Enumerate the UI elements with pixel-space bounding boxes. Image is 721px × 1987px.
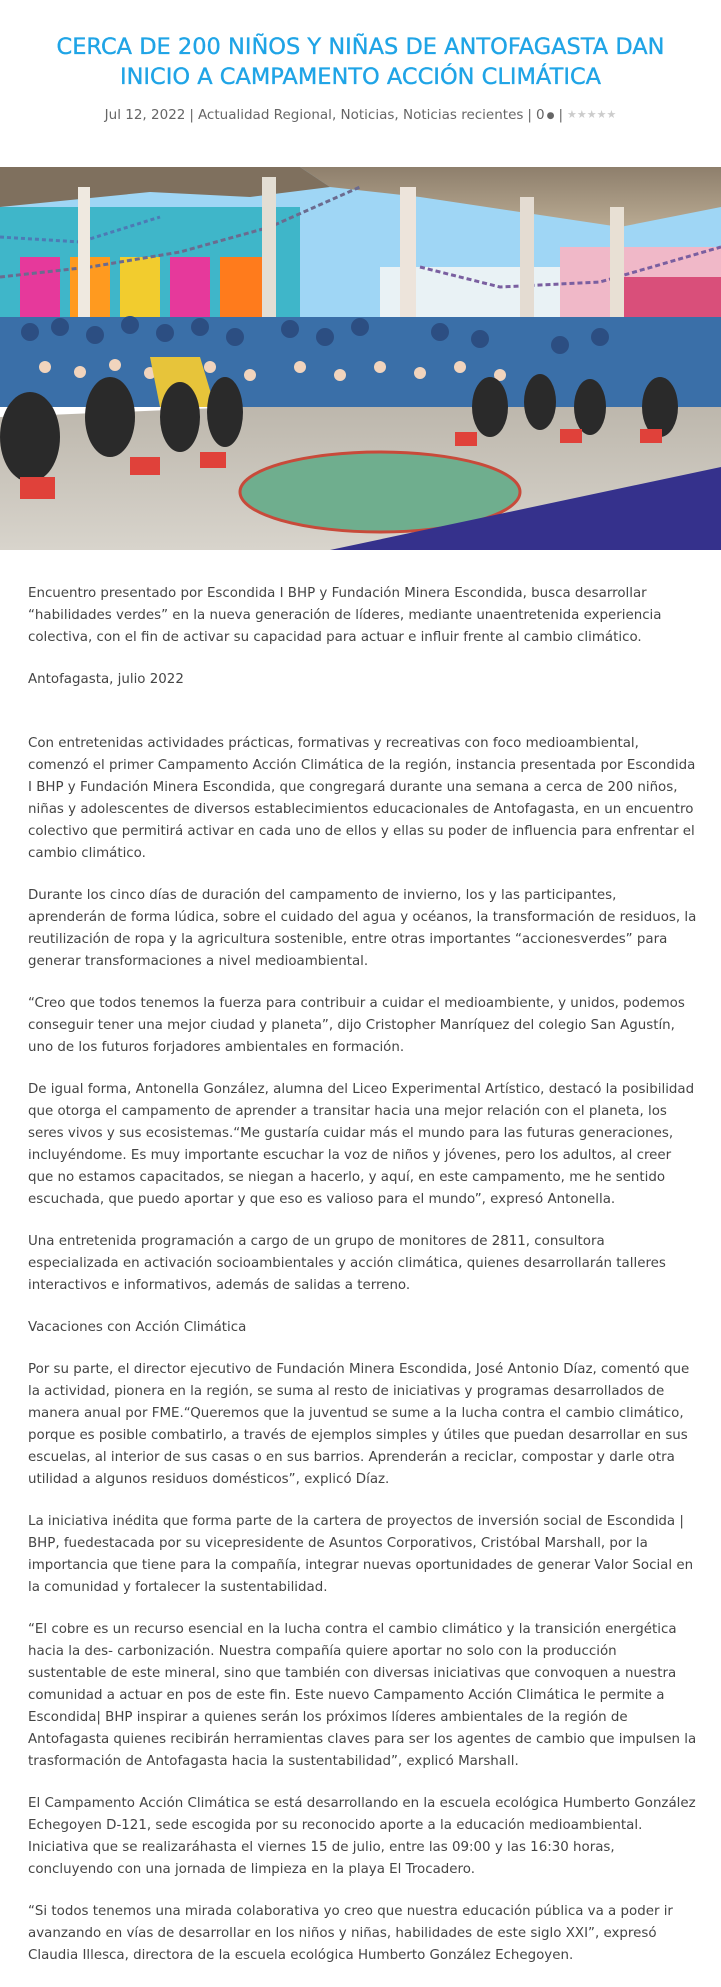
meta-separator: | xyxy=(558,107,563,123)
hero-photo-illustration xyxy=(0,167,721,550)
meta-separator: | xyxy=(527,107,532,123)
article-paragraph: Una entretenida programación a cargo de un grupo de monitores de 2811, consultora especializada en activación socioambientales y acción climática, quienes desarrollarán talleres interactivos e informativos, además de salidas a terreno. xyxy=(28,1234,666,1293)
category-link-noticias-recientes[interactable]: Noticias recientes xyxy=(403,107,524,123)
article-lead: Encuentro presentado por Escondida I BHP y Fundación Minera Escondida, busca desarrollar “habilidades verdes” en la nueva generación de líderes, mediante unaentretenida experiencia colectiva, con el fin de activar su capacidad para actuar e influir frente al cambio climático. xyxy=(28,586,662,645)
meta-separator: | xyxy=(189,107,194,123)
post-header xyxy=(0,0,721,126)
article-paragraph: Por su parte, el director ejecutivo de Fundación Minera Escondida, José Antonio Díaz, comentó que la actividad, pionera en la región, se suma al resto de iniciativas y programas desarrollados de manera anual por FME.“Queremos que la juventud se sume a la lucha contra el cambio climático, porque es posible combatirlo, a través de ejemplos simples y útiles que puedan desarrollar en sus escuelas, al interior de sus casas o en sus barrios. Aprenderán a reciclar, compostar y darle otra utilidad a algunos residuos domésticos”, explicó Díaz. xyxy=(28,1362,690,1487)
article-paragraph: Con entretenidas actividades prácticas, formativas y recreativas con foco medioambiental, comenzó el primer Campamento Acción Climática de la región, instancia presentada por Escondida I BHP y Fundación Minera Escondida, que congregará durante una semana a cerca de 200 niños, niñas y adolescentes de diversos establecimientos educacionales de Antofagasta, en un encuentro colectivo que permitirá activar en cada uno de ellos y ellas su poder de influencia para enfrentar el cambio climático. xyxy=(28,736,696,861)
article-paragraph: “El cobre es un recurso esencial en la lucha contra el cambio climático y la transición energética hacia la des- carbonización. Nuestra compañía quiere aportar no solo con la producción sustentable de este mineral, sino que también con diversas iniciativas que convoquen a nuestra comunidad a actuar en pos de este fin. Este nuevo Campamento Acción Climática le permite a Escondida| BHP inspirar a quienes serán los próximos líderes ambientales de la región de Antofagasta quienes recibirán herramientas claves para ser los agentes de cambio que impulsen la trasformación de Antofagasta hacia la sustentabilidad”, explicó Marshall. xyxy=(28,1622,697,1769)
comment-count: 0 xyxy=(535,107,545,123)
article-subheading: Vacaciones con Acción Climática xyxy=(28,1320,247,1335)
post-title: CERCA DE 200 NIÑOS Y NIÑAS DE ANTOFAGASTA DAN INICIO A CAMPAMENTO ACCIÓN CLIMÁTICA xyxy=(56,34,665,90)
article-paragraph: “Creo que todos tenemos la fuerza para contribuir a cuidar el medioambiente, y unidos, podemos conseguir tener una mejor ciudad y planeta”, dijo Cristopher Manríquez del colegio San Agustín, uno de los futuros forjadores ambientales en formación. xyxy=(28,996,685,1055)
article-paragraph: La iniciativa inédita que forma parte de la cartera de proyectos de inversión social de Escondida | BHP, fuedestacada por su vicepresidente de Asuntos Corporativos, Cristóbal Marshall, por la importancia que tiene para la compañía, integrar nuevas oportunidades de generar Valor Social en la comunidad y fortalecer la sustentabilidad. xyxy=(28,1514,694,1595)
star-rating-icon: ★★★★★ xyxy=(567,108,617,121)
category-link-noticias[interactable]: Noticias xyxy=(340,107,395,123)
hero-image xyxy=(0,167,721,550)
comments-link[interactable] xyxy=(536,107,554,123)
post-date: Jul 12, 2022 xyxy=(104,107,186,123)
category-link-actualidad-regional[interactable]: Actualidad Regional xyxy=(197,107,332,123)
article-paragraph: De igual forma, Antonella González, alumna del Liceo Experimental Artístico, destacó la posibilidad que otorga el campamento de aprender a transitar hacia una mejor relación con el planeta, los seres vivos y sus ecosistemas.“Me gustaría cuidar más el mundo para las futuras generaciones, incluyéndome. Es muy importante escuchar la voz de niños y jóvenes, pero los adultos, al creer que no estamos capacitados, se niegan a hacerlo, y aquí, en este campamento, me he sentido escuchada, que puedo aportar y que eso es valioso para el mundo”, expresó Antonella. xyxy=(28,1082,695,1207)
article-body xyxy=(28,583,698,1987)
speech-bubble-icon: ● xyxy=(546,111,555,121)
article-dateline: Antofagasta, julio 2022 xyxy=(28,672,184,687)
post-meta: Jul 12, 2022 | Actualidad Regional, Noticias, Noticias recientes | 0 ● | ★★★★★ xyxy=(104,107,617,123)
article-paragraph: Durante los cinco días de duración del campamento de invierno, los y las participantes, aprenderán de forma lúdica, sobre el cuidado del agua y océanos, la transformación de residuos, la reutilización de ropa y la agricultura sostenible, entre otras importantes “accionesverdes” para generar transformaciones a nivel medioambiental. xyxy=(28,888,697,969)
article-paragraph: “Si todos tenemos una mirada colaborativa yo creo que nuestra educación pública va a poder ir avanzando en vías de desarrollar en los niños y niñas, habilidades de este siglo XXI”, expresó Claudia Illesca, directora de la escuela ecológica Humberto González Echegoyen. xyxy=(28,1904,673,1963)
article-paragraph: El Campamento Acción Climática se está desarrollando en la escuela ecológica Humberto González Echegoyen D-121, sede escogida por su reconocido aporte a la educación medioambiental. Iniciativa que se realizaráhasta el viernes 15 de julio, entre las 09:00 y las 16:30 horas, concluyendo con una jornada de limpieza en la playa El Trocadero. xyxy=(28,1796,696,1877)
